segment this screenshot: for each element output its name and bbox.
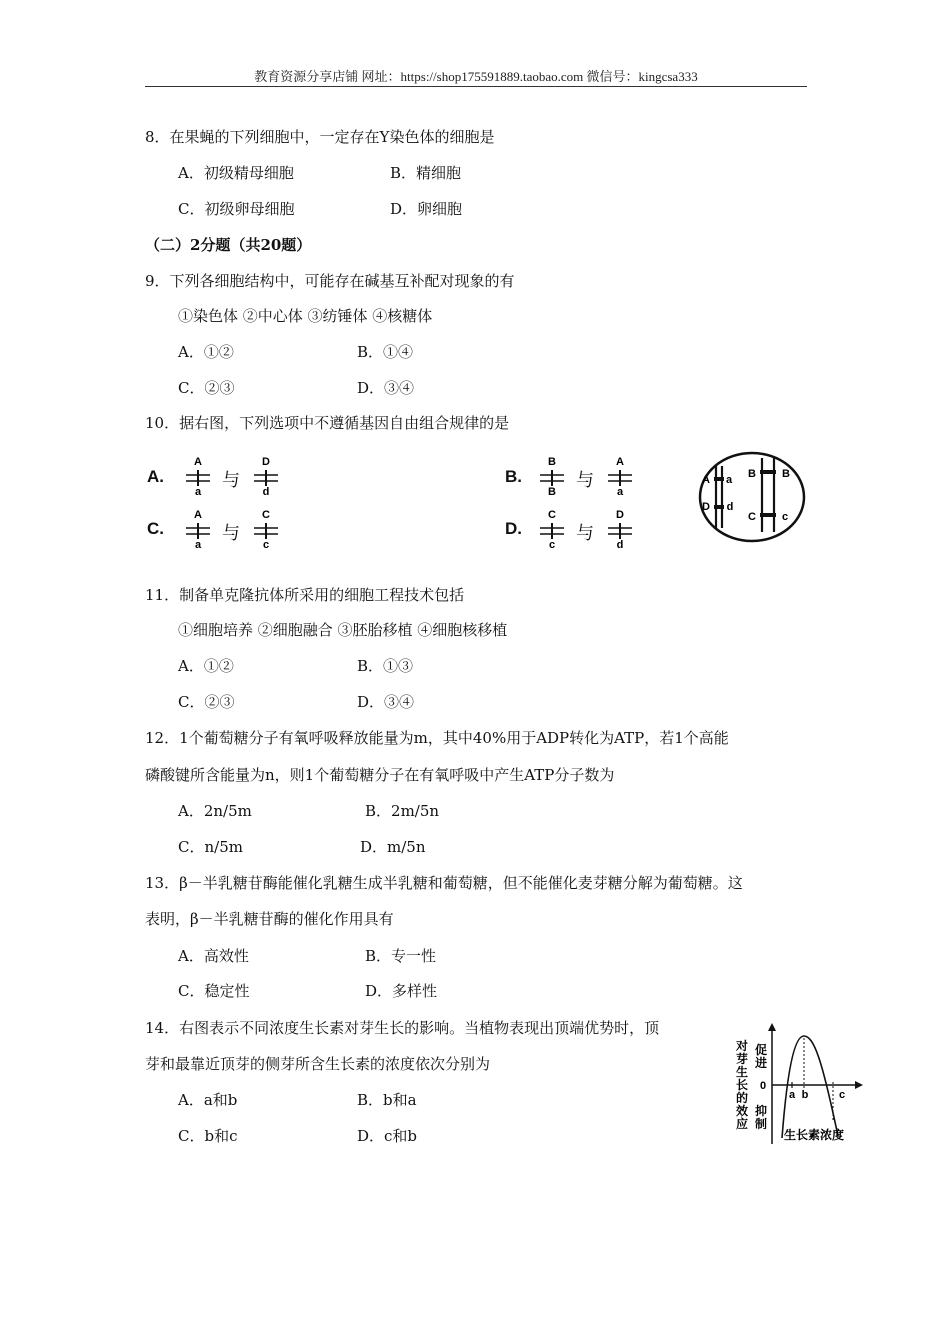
allele-label: B — [548, 456, 556, 468]
q9-option-a: A．①② — [178, 343, 234, 361]
q9-option-d: D．③④ — [357, 379, 415, 397]
q13-option-c: C．稳定性 — [178, 982, 250, 1000]
q14-option-d: D．c和b — [357, 1127, 418, 1145]
graph-x-label: 生长素浓度 — [783, 1128, 845, 1142]
q13-option-a: A．高效性 — [178, 947, 249, 965]
allele-label: D — [616, 509, 624, 521]
graph-y-arrow — [768, 1023, 776, 1031]
q10-option-d-label: D. — [505, 519, 522, 538]
q13-stem-line1: 13．β－半乳糖苷酶能催化乳糖生成半乳糖和葡萄糖，但不能催化麦芽糖分解为葡萄糖。这 — [145, 874, 743, 892]
q13-option-d: D．多样性 — [365, 982, 438, 1000]
allele-label: D — [262, 456, 270, 468]
q11-option-a: A．①② — [178, 657, 234, 675]
q12-option-b: B．2m/5n — [365, 802, 440, 820]
allele-label: a — [194, 486, 202, 497]
q10-option-b-and: 与 — [576, 470, 594, 491]
cell-gene-C: C — [748, 511, 756, 523]
section-title: （二）2分题（共20题） — [145, 236, 312, 254]
q14-stem-line2: 芽和最靠近顶芽的侧芽所含生长素的浓度依次分别为 — [145, 1055, 491, 1073]
graph-promote-label: 促进 — [754, 1043, 768, 1070]
graph-curve — [782, 1036, 838, 1138]
allele-label: B — [548, 486, 556, 497]
q9-option-c: C．②③ — [178, 379, 235, 397]
graph-point-b: b — [801, 1089, 809, 1101]
graph-y-label: 对芽生长的效应 — [735, 1039, 749, 1131]
q10-stem: 10．据右图，下列选项中不遵循基因自由组合规律的是 — [145, 414, 510, 432]
header-divider — [145, 86, 807, 87]
q9-option-b: B．①④ — [357, 343, 414, 361]
q8-option-d: D．卵细胞 — [390, 200, 463, 218]
graph-x-arrow — [855, 1081, 863, 1089]
q12-option-a: A．2n/5m — [178, 802, 252, 820]
q11-option-c: C．②③ — [178, 693, 235, 711]
q14-option-c: C．b和c — [178, 1127, 238, 1145]
cell-gene-B-left: B — [748, 468, 756, 480]
cell-gene-d: d — [726, 501, 734, 513]
q14-auxin-graph — [730, 1020, 870, 1152]
q11-option-b: B．①③ — [357, 657, 414, 675]
allele-label: c — [262, 539, 270, 550]
allele-label: A — [616, 456, 624, 468]
q10-option-d-and: 与 — [576, 523, 594, 544]
q11-items: ①细胞培养 ②细胞融合 ③胚胎移植 ④细胞核移植 — [178, 621, 508, 639]
q8-option-c: C．初级卵母细胞 — [178, 200, 295, 218]
allele-label: A — [194, 509, 202, 521]
q8-option-a: A．初级精母细胞 — [178, 164, 294, 182]
cell-gene-D: D — [702, 501, 710, 513]
graph-zero-label: 0 — [759, 1080, 767, 1092]
graph-inhibit-label: 抑制 — [754, 1104, 768, 1131]
allele-label: a — [616, 486, 624, 497]
q10-option-a-label: A. — [147, 467, 164, 486]
q14-option-a: A．a和b — [178, 1091, 238, 1109]
allele-label: C — [548, 509, 556, 521]
allele-label: a — [194, 539, 202, 550]
graph-point-a: a — [788, 1089, 796, 1101]
q10-option-c-label: C. — [147, 519, 164, 538]
q12-option-d: D．m/5n — [360, 838, 426, 856]
q12-stem-line1: 12．1个葡萄糖分子有氧呼吸释放能量为m，其中40%用于ADP转化为ATP，若1个高能 — [145, 729, 729, 747]
q13-option-b: B．专一性 — [365, 947, 437, 965]
q14-stem-line1: 14．右图表示不同浓度生长素对芽生长的影响。当植物表现出顶端优势时，顶 — [145, 1019, 660, 1037]
q9-stem: 9．下列各细胞结构中，可能存在碱基互补配对现象的有 — [145, 272, 515, 290]
q9-items: ①染色体 ②中心体 ③纺锤体 ④核糖体 — [178, 307, 433, 325]
cell-gene-c: c — [781, 511, 789, 523]
q8-option-b: B．精细胞 — [390, 164, 462, 182]
allele-label: d — [616, 539, 624, 550]
q10-cell-figure — [696, 450, 808, 544]
q10-option-c-and: 与 — [222, 523, 240, 544]
page-header: 教育资源分享店铺 网址：https://shop175591889.taobao.com 微信号：kingcsa333 — [254, 69, 698, 84]
q11-option-d: D．③④ — [357, 693, 415, 711]
cell-gene-B-right: B — [782, 468, 790, 480]
q8-stem: 8．在果蝇的下列细胞中，一定存在Y染色体的细胞是 — [145, 128, 495, 146]
q11-stem: 11．制备单克隆抗体所采用的细胞工程技术包括 — [145, 586, 465, 604]
cell-gene-a: a — [725, 474, 733, 486]
allele-label: C — [262, 509, 270, 521]
allele-label: d — [262, 486, 270, 497]
q13-stem-line2: 表明，β－半乳糖苷酶的催化作用具有 — [145, 910, 394, 928]
graph-point-c: c — [838, 1089, 846, 1101]
q10-option-b-label: B. — [505, 467, 522, 486]
q14-option-b: B．b和a — [357, 1091, 417, 1109]
q10-option-a-and: 与 — [222, 470, 240, 491]
allele-label: c — [548, 539, 556, 550]
allele-label: A — [194, 456, 202, 468]
q12-option-c: C．n/5m — [178, 838, 243, 856]
cell-gene-A: A — [702, 474, 710, 486]
q12-stem-line2: 磷酸键所含能量为n，则1个葡萄糖分子在有氧呼吸中产生ATP分子数为 — [145, 766, 615, 784]
